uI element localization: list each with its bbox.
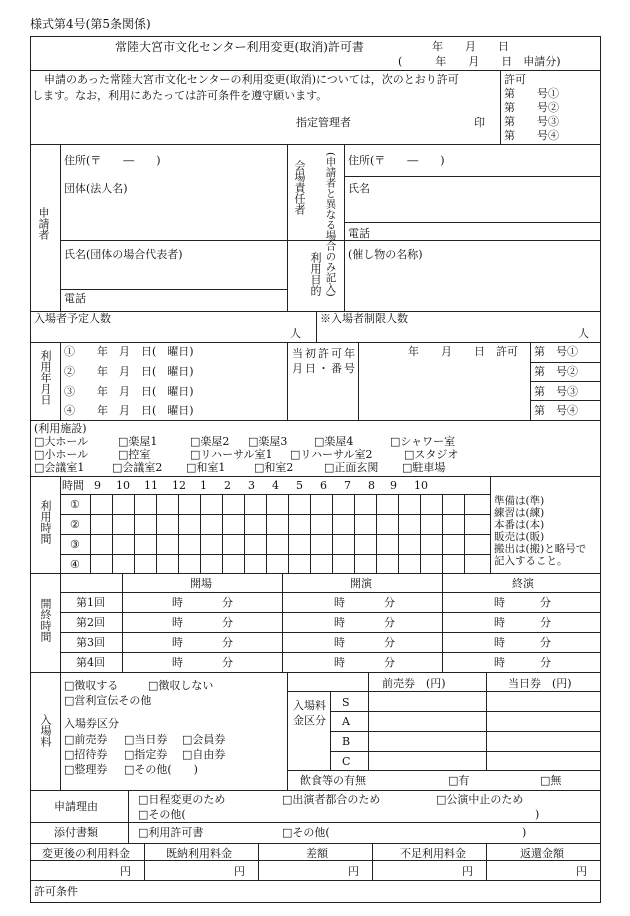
food-label: 飲食等の有無 (300, 774, 366, 787)
facility-checkbox[interactable]: □楽屋2 (190, 435, 230, 448)
rule-v (490, 494, 491, 574)
rule-v (244, 494, 245, 574)
rule-v (90, 494, 91, 574)
rule-h (30, 70, 601, 71)
rule-v (288, 494, 289, 574)
rule-v (500, 70, 501, 145)
rule-h (30, 476, 601, 477)
rule-h (30, 843, 601, 844)
minute-unit: 分 (384, 596, 395, 609)
minute-unit: 分 (540, 596, 551, 609)
rule-v (258, 843, 259, 881)
hour-unit: 時 (172, 616, 183, 629)
permit-number: 第 号② (504, 101, 559, 114)
attach-permit-checkbox[interactable]: □利用許可書 (138, 826, 204, 839)
oc-row-label: 第2回 (76, 616, 105, 629)
minute-unit: 分 (222, 596, 233, 609)
ticket-option[interactable]: □会員券 (182, 733, 226, 746)
grade-label: S (342, 696, 350, 709)
rule-v (354, 494, 355, 574)
rule-v (310, 494, 311, 574)
hour-label: 5 (296, 479, 303, 492)
manager-label: 指定管理者 (296, 116, 351, 129)
applicant-org: 団体(法人名) (64, 182, 128, 195)
yen-unit: 円 (462, 865, 473, 878)
ticket-option[interactable]: □前売券 (64, 733, 108, 746)
rule-h (60, 592, 601, 593)
ticket-category-label: 入場券区分 (64, 717, 119, 730)
facility-checkbox[interactable]: □正面玄関 (324, 461, 379, 474)
rule-v (60, 342, 61, 421)
hour-label: 7 (344, 479, 351, 492)
time-row-number: ③ (70, 538, 80, 551)
conditions-label: 許可条件 (34, 885, 78, 898)
rule-v (60, 144, 61, 312)
grade-label: C (342, 755, 351, 768)
facility-checkbox[interactable]: □楽屋4 (314, 435, 354, 448)
minute-unit: 分 (540, 616, 551, 629)
grade-label: A (342, 715, 350, 728)
initial-permit-number: 第 号③ (534, 385, 578, 398)
rule-h (30, 822, 601, 823)
initial-permit-label: 当初許可年月日・番号 (292, 347, 357, 375)
rule-v (30, 36, 31, 903)
ticket-option[interactable]: □指定券 (124, 748, 168, 761)
rule-v (486, 672, 487, 771)
rule-h (330, 731, 601, 732)
fee-header: 既納利用料金 (166, 847, 232, 860)
food-yes-checkbox[interactable]: □有 (448, 774, 470, 787)
hall-manager-note: (申請者と異なる場合のみ記入) (324, 152, 337, 297)
minute-unit: 分 (222, 616, 233, 629)
hour-label: 2 (224, 479, 231, 492)
facility-checkbox[interactable]: □会議室1 (34, 461, 85, 474)
hour-label: 10 (414, 479, 428, 492)
rule-v (60, 476, 61, 574)
expected-attendance-label: 入場者予定人数 (34, 312, 111, 325)
hall-manager-label: 会場責任者 (293, 160, 306, 215)
hour-label: 4 (272, 479, 279, 492)
time-note: 準備は(準) (494, 495, 545, 507)
fee-header: 返還金額 (520, 847, 564, 860)
rule-h (60, 289, 288, 290)
rule-h (30, 420, 601, 421)
hour-label: 9 (390, 479, 397, 492)
hour-label: 9 (94, 479, 101, 492)
rule-v (60, 672, 61, 791)
ticket-option[interactable]: □当日券 (124, 733, 168, 746)
hour-unit: 時 (334, 596, 345, 609)
permit-number: 第 号④ (504, 129, 559, 142)
yen-unit: 円 (348, 865, 359, 878)
rule-h (344, 176, 601, 177)
hour-unit: 時 (494, 616, 505, 629)
rule-h (30, 36, 601, 37)
hour-unit: 時 (172, 596, 183, 609)
rule-v (128, 790, 129, 844)
rule-v (486, 843, 487, 881)
use-dates-label: 利用年月日 (39, 350, 52, 405)
fee-category-label: 入場料金区分 (293, 699, 326, 727)
hall-manager-address: 住所(〒 ― ) (348, 154, 445, 167)
hour-unit: 時 (494, 636, 505, 649)
yen-unit: 円 (576, 865, 587, 878)
door-ticket-header: 当日券 (円) (508, 677, 572, 690)
rule-h (60, 240, 288, 241)
use-date-row: ④ 年 月 日( 曜日) (64, 404, 194, 417)
use-time-label: 利用時間 (39, 500, 52, 544)
rule-h (60, 554, 491, 555)
hour-unit: 時 (172, 636, 183, 649)
initial-permit-number: 第 号① (534, 345, 578, 358)
facility-checkbox[interactable]: □控室 (118, 448, 151, 461)
attach-close: ) (522, 826, 527, 839)
hour-unit: 時 (494, 596, 505, 609)
rule-h (344, 222, 601, 223)
attendance-limit-label: ※入場者制限人数 (320, 312, 408, 325)
grade-label: B (342, 735, 351, 748)
reason-label: 申請理由 (54, 800, 98, 813)
facility-checkbox[interactable]: □大ホール (34, 435, 89, 448)
purpose-label: 利用目的 (309, 252, 322, 296)
hour-unit: 時 (334, 616, 345, 629)
rule-h (287, 691, 601, 692)
hour-label: 10 (116, 479, 130, 492)
rule-v (156, 494, 157, 574)
open-close-label: 開終時間 (39, 598, 52, 642)
facility-checkbox[interactable]: □楽屋1 (118, 435, 158, 448)
time-header: 時間 (62, 479, 84, 492)
rule-v (134, 494, 135, 574)
reason-option[interactable]: □出演者都合のため (282, 793, 381, 806)
rule-v (144, 843, 145, 881)
facility-checkbox[interactable]: □楽屋3 (248, 435, 288, 448)
application-date: ( 年 月 日 申請分) (398, 55, 561, 68)
use-date-row: ① 年 月 日( 曜日) (64, 345, 194, 358)
rule-v (60, 573, 61, 673)
ticket-option[interactable]: □整理券 (64, 763, 108, 776)
rule-v (442, 494, 443, 574)
applicant-rep: 氏名(団体の場合代表者) (64, 248, 183, 261)
rule-v (287, 144, 288, 312)
facility-checkbox[interactable]: □和室2 (254, 461, 294, 474)
minute-unit: 分 (540, 656, 551, 669)
ticket-option[interactable]: □自由券 (182, 748, 226, 761)
oc-header: 開場 (190, 577, 212, 590)
oc-row-label: 第4回 (76, 656, 105, 669)
event-name-label: (催し物の名称) (348, 248, 423, 261)
seal-mark: 印 (474, 116, 485, 129)
rule-h (60, 494, 491, 495)
ticket-option[interactable]: □その他( ) (124, 763, 198, 776)
hall-manager-name: 氏名 (348, 182, 370, 195)
fee-header: 差額 (306, 847, 328, 860)
intro-line-1: 申請のあった常陸大宮市文化センターの利用変更(取消)については，次のとおり許可 (44, 73, 459, 86)
hour-label: 11 (144, 479, 158, 492)
initial-permit-date: 年 月 日 許可 (408, 345, 518, 358)
rule-v (316, 311, 317, 343)
hour-unit: 時 (334, 656, 345, 669)
rule-h (30, 672, 601, 673)
facility-checkbox[interactable]: □駐車場 (402, 461, 446, 474)
facility-checkbox[interactable]: □会議室2 (112, 461, 163, 474)
hour-label: 8 (368, 479, 375, 492)
yen-unit: 円 (234, 865, 245, 878)
rule-h (287, 770, 601, 771)
rule-h (30, 880, 601, 881)
rule-h (30, 144, 601, 145)
oc-header: 終演 (512, 577, 534, 590)
hour-label: 12 (172, 479, 186, 492)
form-title: 常陸大宮市文化センター利用変更(取消)許可書 (115, 40, 364, 54)
use-date-row: ③ 年 月 日( 曜日) (64, 385, 194, 398)
rule-h (30, 573, 601, 574)
permit-number: 第 号① (504, 87, 559, 100)
permit-label: 許可 (504, 73, 526, 86)
rule-h (530, 381, 601, 382)
rule-h (30, 790, 601, 791)
ticket-option[interactable]: □招待券 (64, 748, 108, 761)
minute-unit: 分 (540, 636, 551, 649)
hour-unit: 時 (334, 636, 345, 649)
hall-manager-phone: 電話 (348, 227, 370, 240)
oc-row-label: 第3回 (76, 636, 105, 649)
applicant-label: 申請者 (37, 207, 50, 240)
reason-other[interactable]: □その他( (138, 808, 186, 821)
attach-other-checkbox[interactable]: □その他( (282, 826, 330, 839)
rule-v (112, 494, 113, 574)
expected-unit: 人 (290, 327, 301, 340)
rule-v (368, 672, 369, 771)
rule-v (222, 494, 223, 574)
intro-line-2: します。なお，利用にあたっては許可条件を遵守願います。 (32, 89, 328, 102)
rule-v (200, 494, 201, 574)
reason-option[interactable]: □公演中止のため (436, 793, 524, 806)
issue-date: 年 月 日 (432, 40, 509, 53)
collect-checkbox[interactable]: □徴収する (64, 679, 119, 692)
rule-h (330, 751, 601, 752)
rule-h (530, 362, 601, 363)
minute-unit: 分 (384, 636, 395, 649)
rule-v (600, 36, 601, 903)
minute-unit: 分 (384, 616, 395, 629)
rule-h (30, 342, 601, 343)
rule-h (330, 711, 601, 712)
form-number: 様式第4号(第5条関係) (30, 17, 151, 31)
rule-h (30, 902, 601, 903)
rule-v (376, 494, 377, 574)
rule-v (287, 672, 288, 791)
facility-checkbox[interactable]: □小ホール (34, 448, 89, 461)
applicant-phone: 電話 (64, 292, 86, 305)
rule-v (178, 494, 179, 574)
food-no-checkbox[interactable]: □無 (540, 774, 562, 787)
facility-checkbox[interactable]: □リハーサル室1 (190, 448, 273, 461)
reason-option[interactable]: □日程変更のため (138, 793, 226, 806)
hour-unit: 時 (494, 656, 505, 669)
admission-label: 入場料 (39, 714, 52, 747)
rule-v (420, 494, 421, 574)
minute-unit: 分 (384, 656, 395, 669)
permit-number: 第 号③ (504, 115, 559, 128)
hour-label: 6 (320, 479, 327, 492)
time-row-number: ④ (70, 558, 80, 571)
oc-header: 開演 (350, 577, 372, 590)
rule-h (30, 860, 601, 861)
use-date-row: ② 年 月 日( 曜日) (64, 365, 194, 378)
attach-label: 添付書類 (54, 826, 98, 839)
rule-h (60, 632, 601, 633)
rule-h (60, 514, 491, 515)
initial-permit-number: 第 号④ (534, 404, 578, 417)
time-note: 搬出は(搬)と略号で (494, 543, 587, 555)
time-note: 練習は(練) (494, 507, 545, 519)
yen-unit: 円 (120, 865, 131, 878)
rule-h (60, 652, 601, 653)
rule-h (530, 400, 601, 401)
rule-v (266, 494, 267, 574)
rule-v (282, 573, 283, 673)
fee-header: 不足利用料金 (400, 847, 466, 860)
rule-v (464, 494, 465, 574)
facility-checkbox[interactable]: □スタジオ (404, 448, 459, 461)
facility-checkbox[interactable]: □和室1 (186, 461, 226, 474)
rule-v (287, 342, 288, 421)
fee-header: 変更後の利用料金 (42, 847, 130, 860)
time-note: 販売は(販) (494, 531, 545, 543)
hour-unit: 時 (172, 656, 183, 669)
facilities-label: (利用施設) (34, 422, 87, 435)
rule-v (442, 573, 443, 673)
rule-h (344, 240, 601, 241)
rule-v (398, 494, 399, 574)
no-collect-checkbox[interactable]: □徴収しない (148, 679, 214, 692)
rule-v (122, 573, 123, 673)
rule-v (344, 144, 345, 312)
time-note: 本番は(本) (494, 519, 545, 531)
reason-close: ) (535, 808, 540, 821)
rule-v (372, 843, 373, 881)
minute-unit: 分 (222, 656, 233, 669)
facility-checkbox[interactable]: □シャワー室 (390, 435, 456, 448)
time-row-number: ① (70, 498, 80, 511)
rule-v (332, 494, 333, 574)
initial-permit-number: 第 号② (534, 365, 578, 378)
rule-h (60, 534, 491, 535)
time-row-number: ② (70, 518, 80, 531)
promo-checkbox[interactable]: □営利宣伝その他 (64, 694, 152, 707)
advance-ticket-header: 前売券 (円) (382, 677, 446, 690)
time-note: 記入すること。 (494, 555, 568, 567)
rule-h (60, 612, 601, 613)
minute-unit: 分 (222, 636, 233, 649)
oc-row-label: 第1回 (76, 596, 105, 609)
hour-label: 3 (248, 479, 255, 492)
hour-label: 1 (200, 479, 207, 492)
limit-unit: 人 (578, 327, 589, 340)
applicant-address: 住所(〒 ― ) (64, 154, 161, 167)
facility-checkbox[interactable]: □リハーサル室2 (290, 448, 373, 461)
